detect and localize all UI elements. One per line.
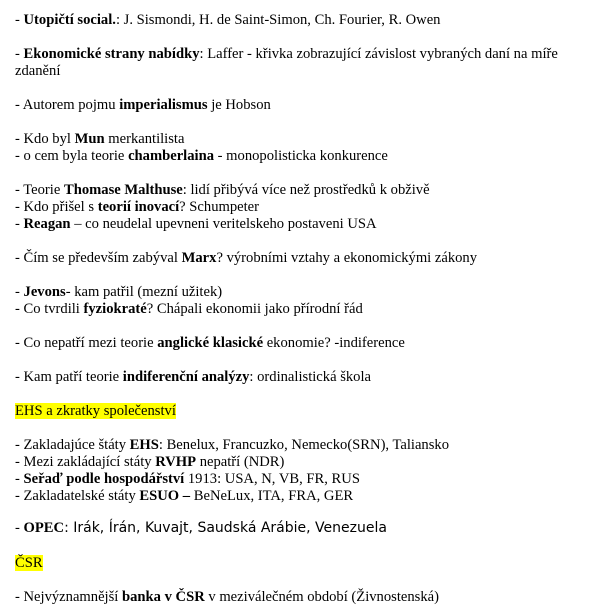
text-segment: - Zakladajúce štáty: [15, 437, 130, 453]
text-segment: 1913: USA, N, VB, FR, RUS: [184, 471, 360, 487]
line-opec: [15, 520, 387, 537]
bold-term: teorií inovací: [97, 199, 180, 215]
text-segment: : Laffer - křivka zobrazující závislost vybraných daní na míře zdanění: [15, 46, 558, 79]
text-segment: – co neudelal upevneni veritelskeho postaveni USA: [70, 216, 377, 232]
text-segment: ČSR: [15, 555, 43, 571]
line-classical-economics: [15, 335, 405, 352]
bold-term: OPEC: [23, 520, 65, 536]
highlighted-heading-text: [15, 555, 43, 571]
text-segment: -: [15, 216, 24, 232]
text-segment: - Mezi zakládající státy: [15, 454, 156, 470]
text-segment: - Co nepatří mezi teorie: [15, 335, 158, 351]
bold-term: EHS: [129, 437, 159, 453]
bold-term: imperialismus: [119, 97, 208, 113]
line-innovation-theory: [15, 199, 259, 216]
heading-ehs: [15, 403, 176, 420]
line-imperialism: [15, 97, 271, 114]
text-segment: - Nejvýznamnější: [15, 589, 122, 605]
bold-term: Seřaď podle hospodářství: [23, 471, 185, 487]
text-segment: v meziválečném období (Živnostenská): [204, 589, 439, 605]
bold-term: RVHP: [155, 454, 197, 470]
bold-term: indiferenční analýzy: [122, 369, 250, 385]
bold-term: Marx: [181, 250, 217, 266]
text-segment: : Benelux, Francuzko, Nemecko(SRN), Taliansko: [158, 437, 449, 453]
text-segment: : lidí přibývá více než prostředků k obživě: [182, 182, 430, 198]
line-rvhp: [15, 454, 284, 471]
line-jevons: [15, 284, 222, 301]
text-segment: je Hobson: [207, 97, 271, 113]
line-marx: [15, 250, 477, 267]
text-segment: - Teorie: [15, 182, 64, 198]
text-segment: -: [15, 520, 24, 536]
bold-term: Utopičtí social.: [23, 12, 116, 28]
text-segment: : Irák, Írán, Kuvajt, Saudská Arábie, Venezuela: [64, 520, 387, 536]
line-physiocrats: [15, 301, 363, 318]
bold-term: fyziokraté: [83, 301, 147, 317]
text-segment: nepatří (NDR): [196, 454, 285, 470]
text-segment: : ordinalistická škola: [249, 369, 372, 385]
line-chamberlain: [15, 148, 388, 165]
heading-csr: [15, 555, 43, 572]
bold-term: anglické klasické: [157, 335, 264, 351]
text-segment: -: [15, 12, 24, 28]
text-segment: ? výrobními vztahy a ekonomickými zákony: [216, 250, 478, 266]
line-mun: [15, 131, 184, 148]
bold-term: chamberlaina: [128, 148, 215, 164]
bold-term: Jevons: [23, 284, 66, 300]
text-segment: - Co tvrdili: [15, 301, 84, 317]
text-segment: BeNeLux, ITA, FRA, GER: [193, 488, 354, 504]
text-segment: - o cem byla teorie: [15, 148, 129, 164]
text-segment: -: [15, 471, 24, 487]
bold-term: ESUO –: [139, 488, 194, 504]
bold-term: Ekonomické strany nabídky: [23, 46, 200, 62]
text-segment: ekonomie? -indiference: [263, 335, 405, 351]
text-segment: -: [15, 284, 24, 300]
highlighted-heading-text: [15, 403, 176, 419]
line-bank-csr: [15, 589, 439, 606]
text-segment: : J. Sismondi, H. de Saint-Simon, Ch. Fourier, R. Owen: [115, 12, 441, 28]
text-segment: - Kdo přišel s: [15, 199, 98, 215]
text-segment: - Zakladatelské státy: [15, 488, 140, 504]
text-segment: - Kdo byl: [15, 131, 75, 147]
text-segment: - Čím se především zabýval: [15, 250, 182, 266]
text-segment: - Autorem pojmu: [15, 97, 120, 113]
bold-term: banka v ČSR: [122, 589, 205, 605]
line-ehs-founders: [15, 437, 449, 454]
line-economy-ranking: [15, 471, 360, 488]
line-reagan: [15, 216, 377, 233]
text-segment: - Kam patří teorie: [15, 369, 123, 385]
text-segment: - monopolisticka konkurence: [214, 148, 388, 164]
text-segment: EHS a zkratky společenství: [15, 403, 176, 419]
bold-term: Reagan: [23, 216, 71, 232]
line-indifference-analysis: [15, 369, 371, 386]
text-segment: -: [15, 46, 24, 62]
line-esuo: [15, 488, 353, 505]
text-segment: ? Chápali ekonomii jako přírodní řád: [146, 301, 363, 317]
line-supply-side-economics: [15, 46, 575, 80]
bold-term: Thomase Malthuse: [63, 182, 183, 198]
line-malthus: [15, 182, 430, 199]
text-segment: - kam patřil (mezní užitek): [65, 284, 223, 300]
bold-term: Mun: [74, 131, 105, 147]
line-utopian-socialists: [15, 12, 440, 29]
text-segment: merkantilista: [104, 131, 185, 147]
text-segment: ? Schumpeter: [179, 199, 260, 215]
